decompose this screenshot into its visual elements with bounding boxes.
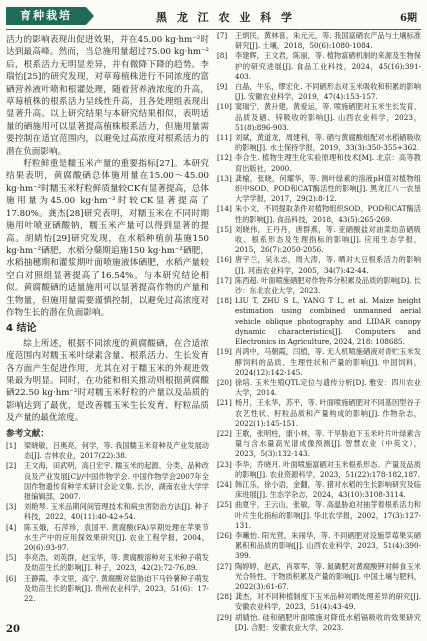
- reference-number: [16]: [217, 255, 232, 265]
- reference-number: [1]: [6, 441, 17, 450]
- reference-text: 李华，乔晓月. 叶面喷施富硒对玉米根系形态、产量及品质的影响[J]. 农业资源科学，2023，51(22):178-182,187.: [235, 459, 421, 479]
- conclusion-paragraph: 综上所述，根据不同浓度的黄腐酸硒，在合适浓度范围内对糯玉米叶绿素含量、根系活力、生长发育各方面产生促进作用，尤其在对于糯玉米的外观进效果最为明显。同时，在功能和相关推动则根据黄腐酸硒22.50 kg·hm⁻²时对糯玉米籽粒的产量以及品质的影响达到了最优，是改善糯玉米生长发育、籽粒品质及产量的最优浓度。: [6, 338, 209, 424]
- reference-number: [25]: [217, 500, 232, 510]
- reference-item: [6, 574, 209, 605]
- reference-item: [217, 398, 421, 429]
- reference-item: [6, 523, 209, 554]
- reference-item: [217, 133, 421, 153]
- reference-text: 唐宇兰，吴永志，周大涛，等. 晒对大豆根系活力的影响[J]. 河南农业科学，2005，34(7):42-44.: [235, 255, 421, 275]
- reference-text: 肖鸿中，马朝霞，闫植，等. 无人机喷施硒液对青贮玉米发酵饲料的品质、生理性状和产量的影响[J]. 中国饲料，2024(12):142-145.: [235, 347, 421, 377]
- reference-number: [28]: [217, 592, 232, 602]
- reference-number: [8]: [217, 51, 228, 61]
- reference-item: [217, 531, 421, 562]
- references-heading: 参考文献：: [6, 428, 49, 439]
- reference-text: 窦瑞宁，黄升建，黄爱运，等. 喷施硒肥对玉米生长发育、品质及硒、锌吸收的影响[J]. 山西农业科学，2023，51(8):896-903.: [235, 102, 421, 132]
- reference-text: 李曦怡. 阳光营，朱闹华，等. 不同硒肥对设施草莓果实硒累积和品质的影响[J]. 山西农业科学，2023，51(4):390-399.: [235, 530, 421, 561]
- body-paragraph: 活力的影响表现出促进效果，并在45.00 kg·hm⁻²时达到最高峰。然而，当总施用量超过75.00 kg·hm⁻²后，根系活力无明显差异，并有微降下降的趋势。李瑞怡[25]的研究发现，对草莓植株进行不同浓度的富硒营养液叶喷和根灌处理，随着营养液浓度的升高，草莓植株的根系活力呈线性升高，且各处理组表现出显著升高。以上研究结果与本研究结果相似，表明适量的硒施用可以显著提高植株根系活力，但施用量需要控制在适宜范围内，以避免过高浓度对根系活力的潜在负面影响。: [6, 35, 209, 157]
- reference-text: 王静霞，李文里，高宁. 黄腐酸对盐胁迫下马铃薯种子萌发及幼苗生长的影响[J]. 贵州农业科学，2023，51(6)：17-22.: [24, 573, 209, 604]
- reference-text: 龚杰，对不同种植制度下玉米品种对晒处理差异的研究[J]. 安徽农业科学，2023，51(4):43-49.: [235, 592, 421, 612]
- page-number: 20: [6, 624, 20, 635]
- reference-number: [22]: [217, 428, 232, 438]
- reference-number: [7]: [217, 31, 228, 40]
- reference-text: 陈玉娥，石萍珍，袁国平. 黄腐酸(FA)早期处理在苹果节水生产中的应用探效果研究[J]. 农业工程学报，2004，20(6):93-97.: [24, 522, 209, 553]
- reference-number: [14]: [217, 204, 232, 214]
- right-column: [217, 31, 421, 633]
- reference-item: [217, 296, 421, 347]
- reference-item: [217, 31, 421, 51]
- reference-text: 刘艳琴. 玉米品期间间管理技术和病虫害防治方法[J]. 种子科技，2022，40(11):40-42+54.: [24, 502, 209, 522]
- reference-text: 王炳民，黄林喜，朱元元，等. 我国富硒农产品与土壤标准研究[J]. 土壤，2018，50(6):1080-1084.: [235, 31, 421, 51]
- reference-text: 白晶，牛乐，缪宏化. 不同硒形态对玉米吸收和积累的影响[J]. 安徽农业科学，2019，47(4):153-157.: [235, 82, 421, 102]
- reference-number: [9]: [217, 82, 228, 92]
- page-header: [6, 4, 421, 30]
- reference-text: 刘晓伟，王丹丹，唐群燕，等. 亚硒酸盐对油菜幼苗硒吸收、根系形态及生理指标的影响[J]. 应用生态学报，2015，26(7):2050-2056.: [235, 224, 421, 255]
- reference-number: [21]: [217, 398, 232, 408]
- journal-title: 黑 龙 江 农 业 科 学: [156, 11, 295, 24]
- reference-number: [27]: [217, 561, 232, 571]
- reference-text: 曲夏宇，王云山，张敏，等. 高温胁迫对抽芽着根系活力和叶片生化指标的影响[J]. 华北农学报，2002，17(3):127-131.: [235, 500, 421, 530]
- reference-text: 刘斌，黄道龙，周建利，等. 硒与黄腐酸组配对水稻硒吸收的影响[J]. 水土保持学报，2019，33(3):350-355+362.: [235, 133, 421, 153]
- reference-number: [19]: [217, 347, 232, 357]
- reference-item: [6, 461, 209, 502]
- reference-number: [29]: [217, 612, 232, 622]
- body-paragraph: 籽粒鲜重是糯玉米产量的重要指标[27]。本研究结果表明，黄腐酸硒总体施用量在15.00～45.00 kg·hm⁻²时糯玉米籽粒鲜质量较CK有显著提高，总体施用量为45.00 kg·hm⁻²时较CK显著提高了17.80%。龚杰[28]研究表明，对糯玉米在不同时期施用叶喷亚硒酸钠，糯玉米产量可以得到显著的提高。胡婧怡[29]研究发现，在水稻种植前基施150 kg·hm⁻²硒肥，水稻分蘖期追施150 kg·hm⁻²硒肥，水稻抽穗期和灌浆期叶面喷施液体硒肥，水稻产量较空白对照组显著提高了16.54%。与本研究结论相似。黄腐酸硒的适量施用可以显著提高作物的产量和生物量，但施用量需要谨慎控制，以避免过高浓度对作物生长的潜在负面影响。: [6, 159, 209, 318]
- reference-item: [6, 553, 209, 573]
- reference-text: 杨月，王永华，苏平，等. 叶面喷施硒肥对不同基因型谷子农艺性状、籽粒品质和产量构成的影响[J]. 作物杂志，2022(1):145-151.: [235, 398, 421, 428]
- reference-number: [18]: [217, 296, 232, 306]
- reference-item: [217, 347, 421, 378]
- reference-number: [26]: [217, 530, 232, 540]
- reference-item: [217, 613, 421, 633]
- left-column: [6, 34, 209, 604]
- reference-item: [217, 102, 421, 133]
- reference-text: 陈西超. 叶面喷施硒肥对作物养分积累及品质的影响[D]. 长沙：东北农业大学，2023.: [235, 275, 421, 296]
- reference-text: LIU T, ZHU S L, YANG T L, et al. Maize height estimation using combined unmanned aerial vehicle oblique photography and LIDAR canopy dynamic characteristics[J]. Computers and Electronics in Agriculture, 2024, 218: 108685.: [235, 296, 421, 347]
- reference-number: [24]: [217, 479, 232, 489]
- reference-item: [217, 153, 421, 173]
- reference-text: 李建辉，王文君，陈丽，等. 植物富硒机制的来源及生物保护的研究进展[J]. 食品工业科技，2024，45(16):391-403.: [235, 51, 421, 81]
- reference-number: [10]: [217, 102, 232, 112]
- reference-item: [217, 460, 421, 480]
- reference-text: 龚榆，张晓，何耀华，等. 测叶绿素的溶液pH值对植物组织中SOD、POD和CAT酶活性的影响[J]. 黑龙江八一农垦大学学报，2017，29(2):8-12.: [235, 173, 421, 204]
- reference-number: [4]: [6, 522, 17, 532]
- reference-number: [13]: [217, 173, 232, 183]
- reference-item: [6, 502, 209, 522]
- reference-item: [217, 378, 421, 398]
- reference-text: 王文海，田武明，高日宏宇. 糯玉米的起源、分类、品种改良及产业发展[C]//中国作物学会. 中国作物学会2007年全国作物遗传育种学术研讨会论文集. 长沙，湖南农业大学学报编辑部，2007.: [24, 461, 209, 502]
- reference-text: 朱小文，不同提取条件对植物组织SOD、POD和CAT酶活性的影响[J]. 食品科技，2018，43(5):265-269.: [235, 204, 421, 224]
- reference-item: [217, 255, 421, 275]
- reference-text: 韩江乐，徐小语，金翻，等. 猪对水稻的生长影响研究及临床进展[J]. 生态学杂志，2024，43(10):3108-3114.: [235, 479, 421, 500]
- reference-text: 徐培. 玉米生殖QTL定位与遗传分析[D]. 雅安：四川农业大学，2014.: [235, 377, 421, 398]
- reference-item: [217, 204, 421, 224]
- reference-number: [20]: [217, 377, 232, 387]
- reference-number: [12]: [217, 153, 232, 163]
- reference-item: [217, 51, 421, 82]
- reference-text: 胡婧怡. 硅和硒肥叶面喷施对降低水稻镉吸收的效果研究[D]. 合肥：安徽农业大学，2023.: [235, 612, 421, 632]
- reference-item: [217, 562, 421, 593]
- reference-item: [217, 276, 421, 296]
- header-rule: [6, 29, 421, 30]
- reference-item: [217, 429, 421, 460]
- reference-text: 李亮浩，刘英群，赵宝华，等. 黄腐酸溶种对玉米种子萌发及幼苗生长的影响[J]. 种子，2023，42(2):72-76,89.: [24, 553, 209, 573]
- issue-label: 6期: [400, 13, 417, 24]
- reference-number: [3]: [6, 502, 17, 512]
- conclusion-heading: 4 结论: [6, 323, 37, 335]
- reference-number: [6]: [6, 573, 17, 583]
- reference-item: [217, 82, 421, 102]
- reference-item: [217, 480, 421, 500]
- reference-item: [217, 174, 421, 205]
- reference-number: [23]: [217, 459, 232, 469]
- reference-number: [11]: [217, 133, 232, 143]
- reference-text: 陶婷婷，赵武，肖翠军，等. 氮磷肥对黄腐酸钾对鲜食玉米光合特性、干物质积累及产量的影响[J]. 中国土壤与肥料，2022(3):61-67.: [235, 561, 421, 591]
- reference-text: 王歌，张明柱，康小林，等. 干旱胁迫下玉米叶片叶绿素含量与含水量高光谱成像预测[J]. 智慧农业（中英文），2023，5(3):132-143.: [235, 428, 421, 459]
- reference-item: [217, 225, 421, 256]
- reference-number: [15]: [217, 224, 232, 234]
- reference-number: [5]: [6, 553, 17, 563]
- reference-item: [217, 592, 421, 612]
- section-tag: 育种栽培: [6, 7, 86, 25]
- reference-item: [217, 500, 421, 531]
- reference-number: [2]: [6, 461, 17, 471]
- reference-item: [6, 441, 209, 461]
- reference-text: 梁晓敏，吕奥亮，何学，等. 我国糯玉米育种及产业发展动态[J]. 吉林农业，2017(22):38.: [24, 441, 209, 461]
- reference-number: [17]: [217, 275, 232, 285]
- reference-text: 李合生. 植物生理生化实验原理和技术[M]. 北京：高等教育出版社，2000.: [235, 153, 421, 173]
